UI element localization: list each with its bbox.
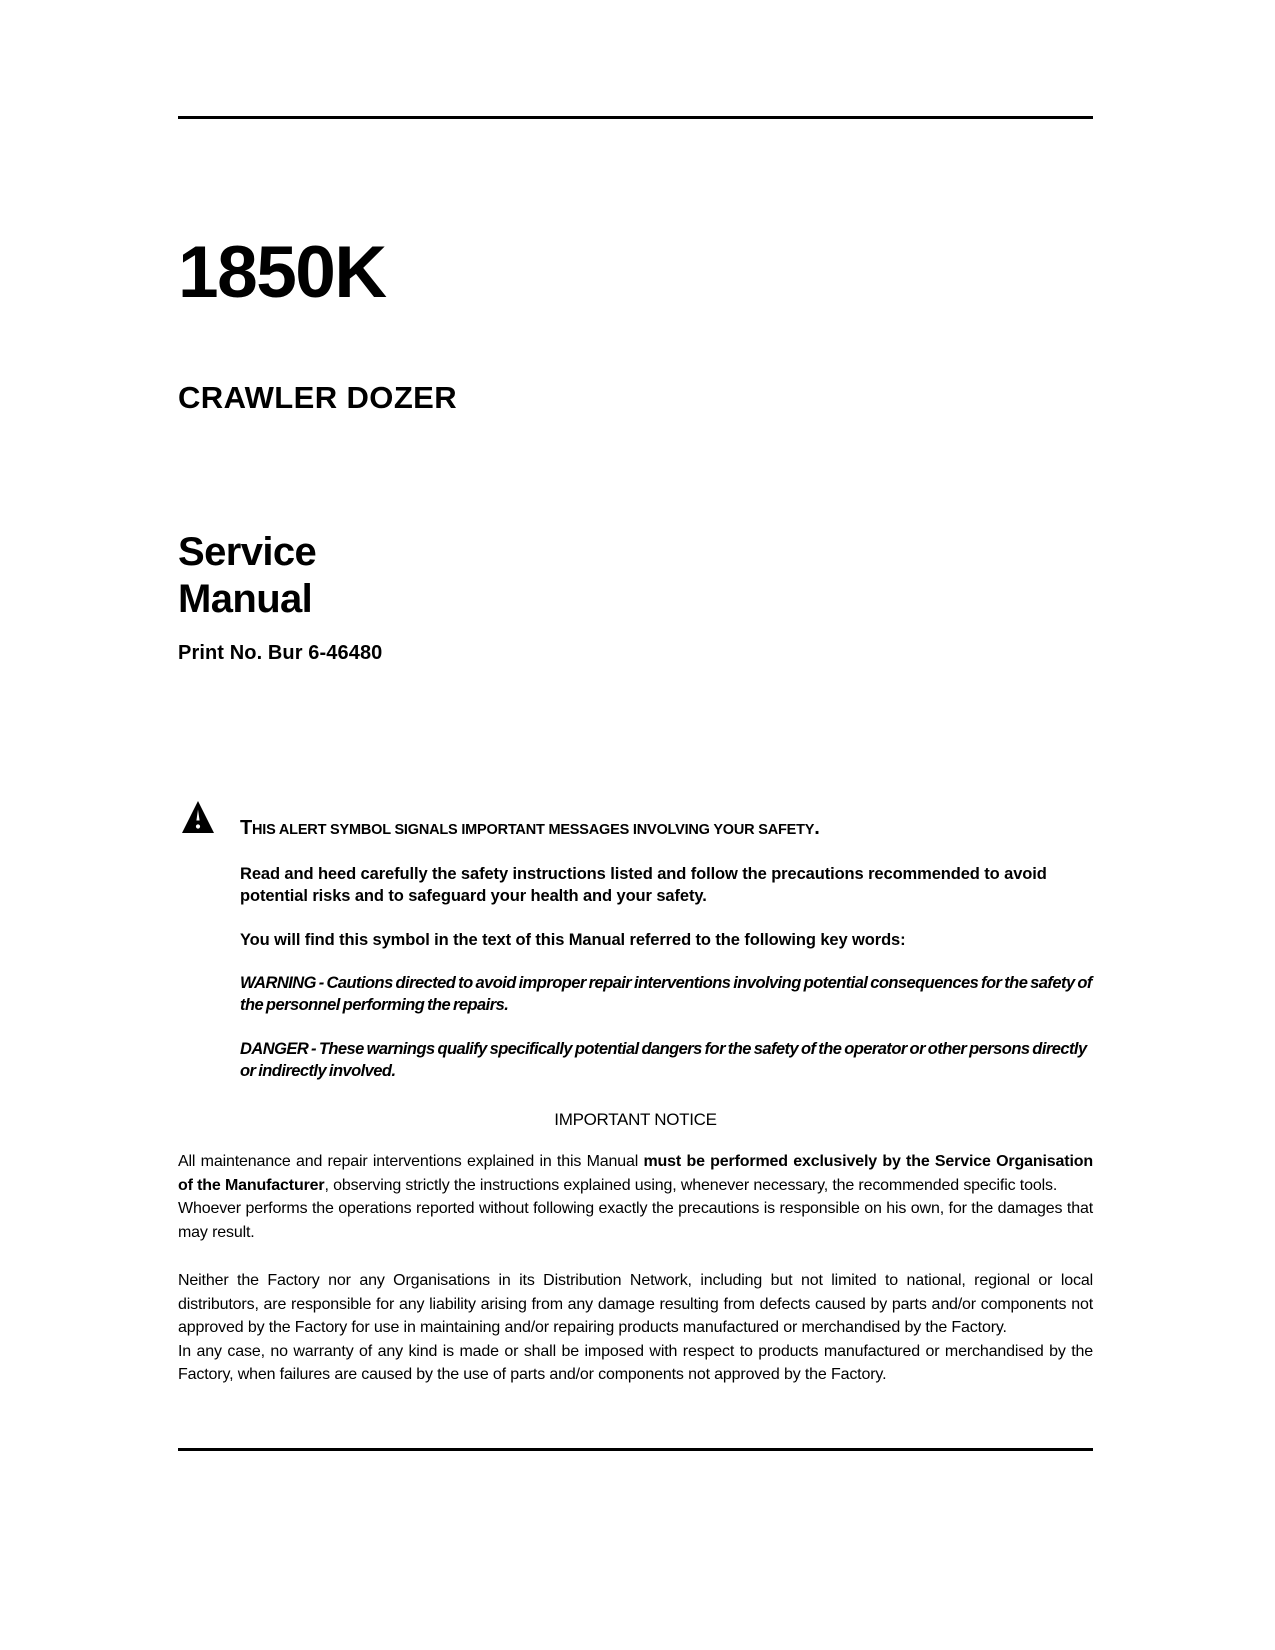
- machine-type-heading: CRAWLER DOZER: [178, 380, 458, 415]
- notice-p1-emphasis: must be performed exclusively by the Service Organisation of the Manufacturer: [178, 1153, 1094, 1194]
- title-block: [178, 232, 1098, 415]
- notice-p1-part1: All maintenance and repair interventions explained in this Manual: [178, 1153, 644, 1170]
- warning-keyword-paragraph: WARNING - Cautions directed to avoid improper repair interventions involving potential consequences for the safety of the personnel performing the repairs.: [240, 974, 1092, 1015]
- safety-keywords-intro-paragraph: You will find this symbol in the text of this Manual referred to the following key words:: [240, 930, 906, 949]
- danger-keyword-paragraph: DANGER - These warnings qualify specifically potential dangers for the safety of the operator or other persons directly or indirectly involved.: [240, 1039, 1087, 1080]
- print-number-label: Print No. Bur 6-46480: [178, 642, 383, 664]
- important-notice-heading: IMPORTANT NOTICE: [554, 1110, 717, 1129]
- important-notice-body: [178, 1150, 1093, 1387]
- document-type-heading: [178, 529, 316, 623]
- notice-paragraph-4: In any case, no warranty of any kind is made or shall be imposed with respect to products manufactured or merchandised by the Factory, when failures are caused by the use of parts and/or components not approved by the Factory.: [178, 1342, 1093, 1384]
- safety-alert-caption-lead: T: [240, 817, 253, 839]
- safety-alert-caption-rest: HIS ALERT SYMBOL SIGNALS IMPORTANT MESSAGES INVOLVING YOUR SAFETY: [252, 822, 815, 838]
- top-divider-rule: [178, 116, 1093, 119]
- safety-alert-caption-period: .: [814, 817, 820, 839]
- safety-instruction-paragraph: Read and heed carefully the safety instructions listed and follow the precautions recommended to avoid potential risks and to safeguard your health and your safety.: [240, 865, 1047, 905]
- bottom-divider-rule: [178, 1448, 1093, 1451]
- safety-alert-caption: [240, 800, 1093, 840]
- model-number-heading: 1850K: [178, 232, 386, 313]
- document-type-line-1: Service: [178, 530, 317, 574]
- document-type-line-2: Manual: [178, 577, 313, 622]
- safety-alert-header-row: [178, 800, 1093, 842]
- notice-p1-part2: , observing strictly the instructions explained using, whenever necessary, the recommended specific tools.: [324, 1176, 1058, 1194]
- notice-paragraph-1: [178, 1150, 1093, 1197]
- safety-body-text: [240, 864, 1093, 1082]
- safety-alert-section: [178, 800, 1093, 1104]
- notice-paragraph-2: Whoever performs the operations reported without following exactly the precautions is responsible on his own, for the damages that may result.: [178, 1200, 1093, 1241]
- safety-alert-triangle-icon: [181, 800, 215, 834]
- notice-paragraph-3: Neither the Factory nor any Organisations in its Distribution Network, including but not limited to national, regional or local distributors, are responsible for any liability arising from any damage resulting from defects caused by parts and/or components not approved by the Factory for use in maintaining and/or repairing products manufactured or merchandised by the Factory.: [178, 1272, 1093, 1337]
